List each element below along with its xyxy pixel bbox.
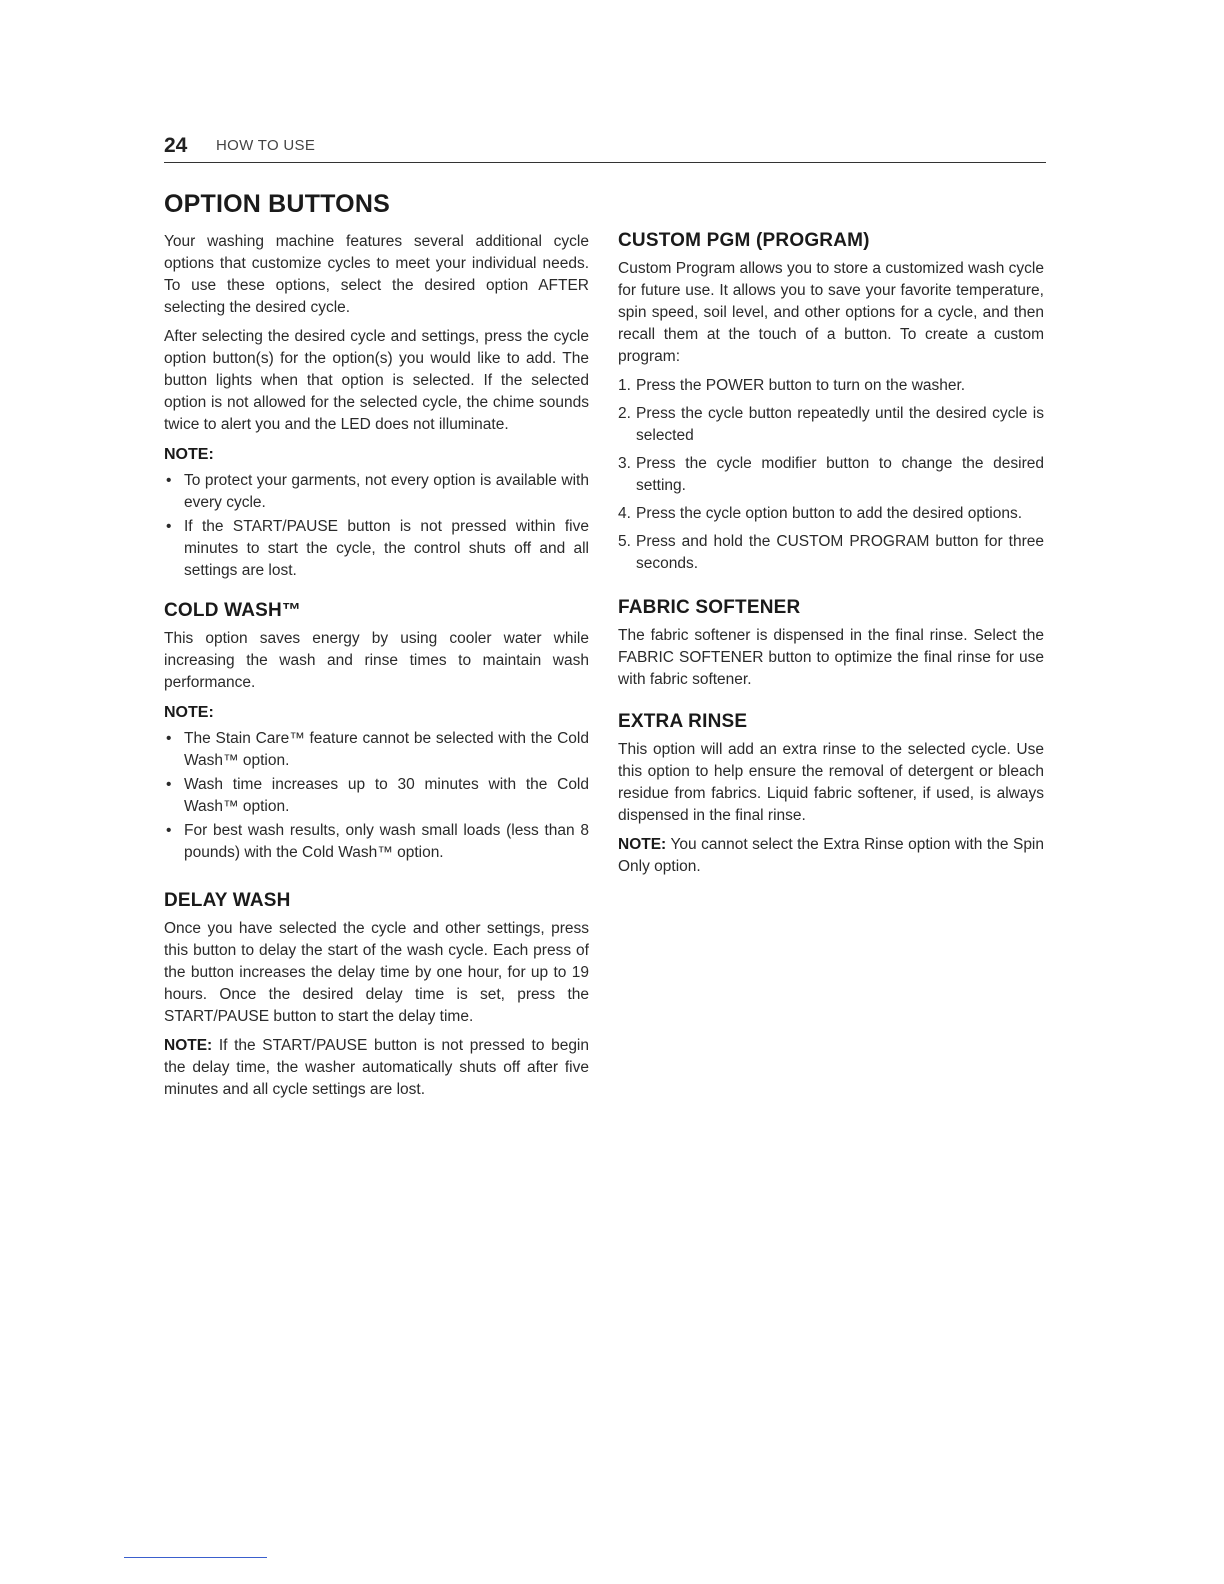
- cold-wash-section: [164, 600, 589, 864]
- extra-rinse-note: [618, 834, 1044, 878]
- step-number: 5.: [618, 533, 631, 550]
- list-item: • The Stain Care™ feature cannot be selected with the Cold Wash™ option.: [164, 728, 589, 772]
- step-text: Press the POWER button to turn on the washer.: [636, 377, 966, 394]
- custom-program-section: [618, 230, 1044, 575]
- cold-wash-heading: COLD WASH™: [164, 600, 302, 621]
- note-text: You cannot select the Extra Rinse option with the Spin Only option.: [618, 836, 1044, 875]
- custom-program-heading: CUSTOM PGM (PROGRAM): [618, 230, 870, 251]
- note-label: NOTE:: [164, 446, 214, 463]
- note-label: NOTE:: [618, 836, 667, 853]
- note-list: [164, 728, 589, 864]
- list-item: [618, 503, 1044, 525]
- intro-paragraph-1: Your washing machine features several additional cycle options that customize cycles to meet your individual needs. To use these options, select the desired option AFTER selecting the desired cycle.: [164, 233, 589, 316]
- page-title: OPTION BUTTONS: [164, 190, 390, 218]
- note-label: NOTE:: [164, 704, 214, 721]
- step-text: Press the cycle button repeatedly until the desired cycle is selected: [636, 405, 1044, 444]
- extra-rinse-heading: EXTRA RINSE: [618, 711, 748, 732]
- list-item: • Wash time increases up to 30 minutes with the Cold Wash™ option.: [164, 774, 589, 818]
- step-number: 3.: [618, 455, 631, 472]
- fabric-softener-section: [618, 597, 1044, 691]
- list-item: [618, 531, 1044, 575]
- page-header: [164, 134, 1046, 163]
- custom-program-body: Custom Program allows you to store a customized wash cycle for future use. It allows you to save your favorite temperature, spin speed, soil level, and other options for a cycle, and then recall them at the touch of a button. To create a custom program:: [618, 260, 1044, 365]
- step-number: 4.: [618, 505, 631, 522]
- right-column: [618, 230, 1044, 885]
- steps-list: [618, 375, 1044, 575]
- fabric-softener-body: The fabric softener is dispensed in the final rinse. Select the FABRIC SOFTENER button to optimize the final rinse for use with fabric softener.: [618, 627, 1044, 688]
- delay-wash-section: [164, 890, 589, 1101]
- footer-divider: [124, 1557, 267, 1558]
- intro-paragraph-2: After selecting the desired cycle and settings, press the cycle option button(s) for the option(s) you would like to add. The button lights when that option is selected. If the selected option is not allowed for the selected cycle, the chime sounds twice to alert you and the LED does not illuminate.: [164, 328, 589, 433]
- extra-rinse-body: This option will add an extra rinse to the selected cycle. Use this option to help ensure the removal of detergent or bleach residue from fabrics. Liquid fabric softener, if used, is always dispensed in the final rinse.: [618, 741, 1044, 824]
- step-text: Press and hold the CUSTOM PROGRAM button for three seconds.: [636, 533, 1044, 572]
- list-item: [618, 403, 1044, 447]
- delay-wash-note: [164, 1035, 589, 1101]
- step-number: 2.: [618, 405, 631, 422]
- list-item: [618, 375, 1044, 397]
- delay-wash-heading: DELAY WASH: [164, 890, 291, 911]
- extra-rinse-section: [618, 711, 1044, 878]
- fabric-softener-heading: FABRIC SOFTENER: [618, 597, 801, 618]
- step-text: Press the cycle option button to add the desired options.: [636, 505, 1023, 522]
- note-label: NOTE:: [164, 1037, 213, 1054]
- list-item: • For best wash results, only wash small loads (less than 8 pounds) with the Cold Wash™ option.: [164, 820, 589, 864]
- note-list: [164, 470, 589, 582]
- list-item: • If the START/PAUSE button is not pressed within five minutes to start the cycle, the control shuts off and all settings are lost.: [164, 516, 589, 582]
- list-item: [618, 453, 1044, 497]
- list-item: • To protect your garments, not every option is available with every cycle.: [164, 470, 589, 514]
- page-number: 24: [164, 134, 188, 157]
- note-text: If the START/PAUSE button is not pressed to begin the delay time, the washer automatically shuts off after five minutes and all cycle settings are lost.: [164, 1037, 589, 1098]
- delay-wash-body: Once you have selected the cycle and other settings, press this button to delay the start of the wash cycle. Each press of the button increases the delay time by one hour, for up to 19 hours. Once the desired delay time is set, press the START/PAUSE button to start the delay time.: [164, 920, 589, 1025]
- cold-wash-body: This option saves energy by using cooler water while increasing the wash and rinse times to maintain wash performance.: [164, 630, 589, 691]
- step-number: 1.: [618, 377, 631, 394]
- section-label: HOW TO USE: [216, 137, 316, 154]
- step-text: Press the cycle modifier button to change the desired setting.: [636, 455, 1044, 494]
- left-column: [164, 190, 589, 1108]
